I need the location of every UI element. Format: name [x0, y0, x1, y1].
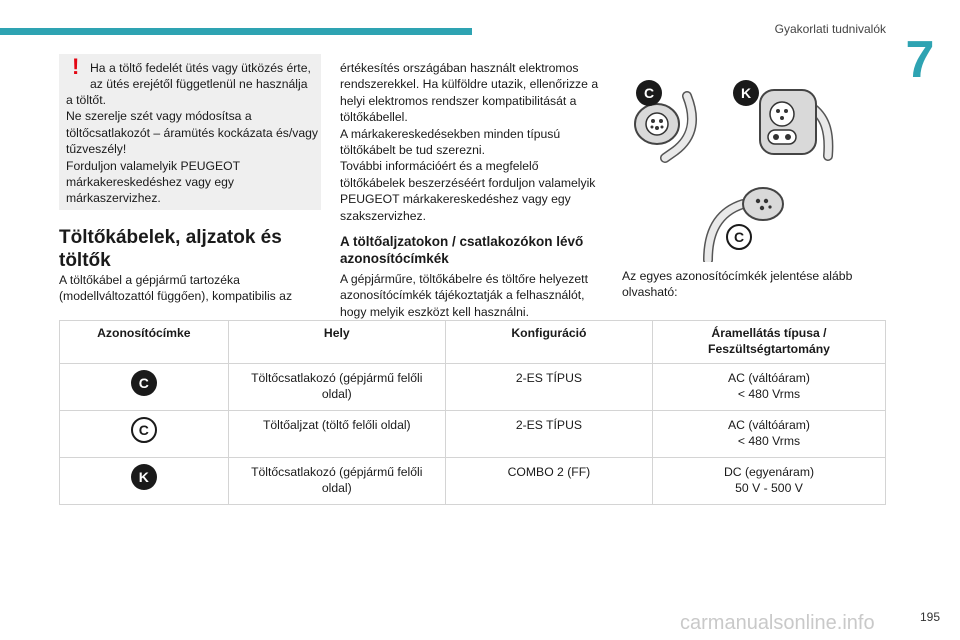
table-row [60, 411, 886, 458]
config-cell: 2-ES TÍPUS [445, 364, 652, 411]
power-cell: AC (váltóáram) < 480 Vrms [653, 364, 886, 411]
page-number: 195 [919, 610, 940, 624]
label-cell [60, 364, 229, 411]
table-row [60, 458, 886, 505]
paragraph-compatibility: értékesítés országában használt elektromos rendszerekkel. Ha külföldre utazik, ellenőrizze a helyi elektromos rendszer kompatibilitását a töltőkábellel. A márkakereskedésekben minden típusú töltőkábelt be tud szerezni. További információért és a megfelelő töltőkábelek beszerzéséért forduljon valamelyik PEUGEOT márkakereskedéshez vagy egy szakszervizhez. [340, 61, 599, 223]
label-reference-table [59, 320, 886, 505]
socket-illustration-bottom [688, 182, 798, 262]
power-cell: DC (egyenáram) 50 V - 500 V [653, 458, 886, 505]
table-row [60, 364, 886, 411]
label-k-icon: K [131, 464, 157, 490]
header-configuration: Konfiguráció [445, 321, 652, 364]
paragraph-meaning: Az egyes azonosítócímkék jelentése alább olvasható: [622, 269, 853, 300]
power-cell: AC (váltóáram) < 480 Vrms [653, 411, 886, 458]
top-accent-bar [0, 28, 472, 35]
section-title: Gyakorlati tudnivalók [774, 22, 886, 36]
label-cell [60, 458, 229, 505]
header-label: Azonosítócímke [60, 321, 229, 364]
label-k-icon: K [733, 80, 759, 106]
exclamation-icon: ! [72, 54, 80, 79]
header-power: Áramellátás típusa / Feszültségtartomány [653, 321, 886, 364]
section-heading: Töltőkábelek, aljzatok és töltők [59, 227, 282, 271]
label-c-icon: C [131, 370, 157, 396]
label-cell [60, 411, 229, 458]
config-cell: COMBO 2 (FF) [445, 458, 652, 505]
location-cell: Töltőcsatlakozó (gépjármű felőli oldal) [228, 364, 445, 411]
chapter-number: 7 [905, 31, 935, 89]
warning-text-first: Ha a töltő fedelét ütés vagy ütközés érte, az ütés erejétől függetlenül ne használja [90, 61, 311, 92]
warning-text-rest: a töltőt. Ne szerelje szét vagy módosítsa a töltőcsatlakozót – áramütés kockázata és/vagy tűzveszély! Forduljon valamelyik PEUGEOT márkakereskedéshez vagy egy márkaszervizhez. [66, 93, 319, 206]
label-c-outline-icon: C [131, 417, 157, 443]
label-c-outline-icon: C [726, 224, 752, 250]
config-cell: 2-ES TÍPUS [445, 411, 652, 458]
header-location: Hely [228, 321, 445, 364]
watermark: carmanualsonline.info [680, 612, 875, 634]
paragraph-labels: A gépjárműre, töltőkábelre és töltőre helyezett azonosítócímkék tájékoztatják a felhasználót, hogy melyik eszközt kell használni. [340, 272, 588, 319]
location-cell: Töltőcsatlakozó (gépjármű felőli oldal) [228, 458, 445, 505]
label-c-icon-left: C [636, 80, 662, 106]
subheading-labels: A töltőaljzatokon / csatlakozókon lévő azonosítócímkék [340, 234, 584, 266]
paragraph-intro: A töltőkábel a gépjármű tartozéka (modellváltozattól függően), kompatibilis az [59, 273, 293, 304]
location-cell: Töltőaljzat (töltő felőli oldal) [228, 411, 445, 458]
table-header-row [60, 321, 886, 364]
